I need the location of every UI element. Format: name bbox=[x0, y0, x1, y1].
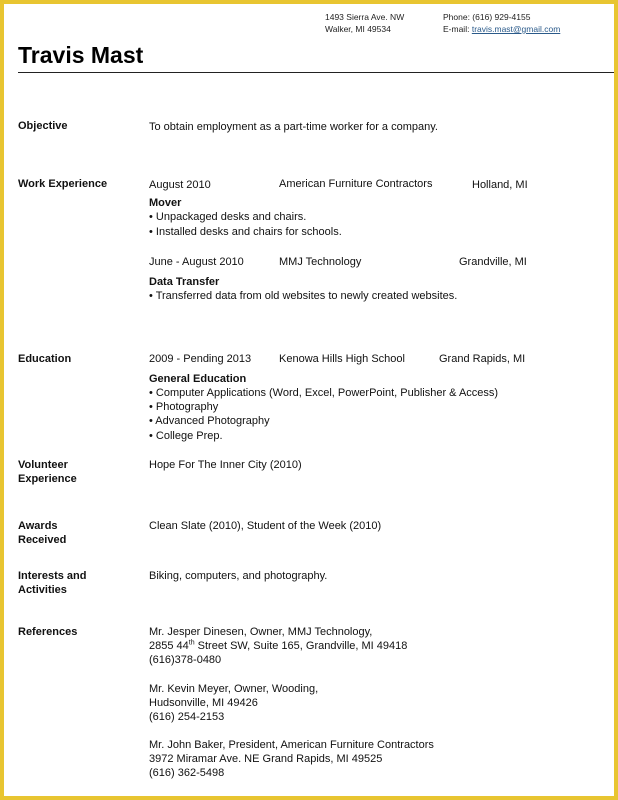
education-school: Kenowa Hills High School bbox=[279, 353, 405, 365]
reference-2-line-1: Mr. Kevin Meyer, Owner, Wooding, bbox=[149, 683, 319, 695]
awards-text: Clean Slate (2010), Student of the Week (2010) bbox=[149, 520, 382, 532]
awards-label-line-2: Received bbox=[18, 534, 67, 546]
education-bullet-3: • Advanced Photography bbox=[149, 415, 270, 427]
volunteer-label-line-1: Volunteer bbox=[18, 459, 68, 471]
volunteer-label-line-2: Experience bbox=[18, 473, 77, 485]
reference-1-street-number: 2855 44 bbox=[149, 640, 189, 652]
interests-label bbox=[18, 569, 86, 597]
email-link[interactable]: travis.mast@gmail.com bbox=[471, 24, 561, 34]
education-date: 2009 - Pending 2013 bbox=[149, 353, 252, 365]
reference-1-line-1: Mr. Jesper Dinesen, Owner, MMJ Technology, bbox=[149, 626, 373, 638]
awards-label bbox=[18, 519, 66, 547]
address-line-2: Walker, MI 49534 bbox=[325, 24, 391, 34]
job-1-title: Mover bbox=[149, 197, 182, 209]
interests-text: Biking, computers, and photography. bbox=[149, 570, 328, 582]
job-1-bullet-1: • Unpackaged desks and chairs. bbox=[149, 211, 307, 223]
education-bullet-2: • Photography bbox=[149, 401, 219, 413]
interests-label-line-2: Activities bbox=[18, 584, 67, 596]
reference-3-line-3: (616) 362-5498 bbox=[149, 767, 225, 779]
objective-label: Objective bbox=[18, 120, 68, 132]
objective-text: To obtain employment as a part-time worker for a company. bbox=[149, 121, 438, 133]
volunteer-text: Hope For The Inner City (2010) bbox=[149, 459, 302, 471]
applicant-name: Travis Mast bbox=[18, 42, 144, 68]
references-label: References bbox=[18, 626, 78, 638]
reference-1-line-3: (616)378-0480 bbox=[149, 654, 222, 666]
header-address bbox=[325, 11, 404, 35]
job-2-company: MMJ Technology bbox=[279, 256, 362, 268]
header-divider bbox=[18, 72, 614, 73]
reference-2-line-3: (616) 254-2153 bbox=[149, 711, 225, 723]
job-1-company: American Furniture Contractors bbox=[279, 178, 433, 190]
reference-2-line-2: Hudsonville, MI 49426 bbox=[149, 697, 258, 709]
reference-1-line-2 bbox=[149, 639, 407, 653]
education-title: General Education bbox=[149, 373, 247, 385]
education-bullet-1: • Computer Applications (Word, Excel, PowerPoint, Publisher & Access) bbox=[149, 387, 499, 399]
job-1-date: August 2010 bbox=[149, 179, 211, 191]
job-2-title: Data Transfer bbox=[149, 276, 220, 288]
job-2-location: Grandville, MI bbox=[459, 256, 527, 268]
reference-3-line-1: Mr. John Baker, President, American Furniture Contractors bbox=[149, 739, 434, 751]
header-contact bbox=[443, 11, 560, 35]
job-1-location: Holland, MI bbox=[472, 179, 528, 191]
email-row bbox=[443, 23, 560, 35]
reference-1-ordinal: th bbox=[188, 639, 195, 647]
email-label: E-mail: bbox=[443, 24, 470, 34]
work-experience-label: Work Experience bbox=[18, 178, 108, 190]
resume-page bbox=[4, 4, 614, 796]
education-bullet-4: • College Prep. bbox=[149, 430, 223, 442]
job-2-bullet-1: • Transferred data from old websites to newly created websites. bbox=[149, 290, 458, 302]
volunteer-label bbox=[18, 458, 77, 486]
job-2-date: June - August 2010 bbox=[149, 256, 244, 268]
address-line-1: 1493 Sierra Ave. NW bbox=[325, 12, 405, 22]
education-location: Grand Rapids, MI bbox=[439, 353, 526, 365]
phone-number: Phone: (616) 929-4155 bbox=[443, 12, 531, 22]
awards-label-line-1: Awards bbox=[18, 520, 58, 532]
education-label: Education bbox=[18, 353, 72, 365]
interests-label-line-1: Interests and bbox=[18, 570, 87, 582]
reference-1-street-rest: Street SW, Suite 165, Grandville, MI 49418 bbox=[194, 640, 408, 652]
job-1-bullet-2: • Installed desks and chairs for schools. bbox=[149, 226, 342, 238]
reference-3-line-2: 3972 Miramar Ave. NE Grand Rapids, MI 49525 bbox=[149, 753, 383, 765]
